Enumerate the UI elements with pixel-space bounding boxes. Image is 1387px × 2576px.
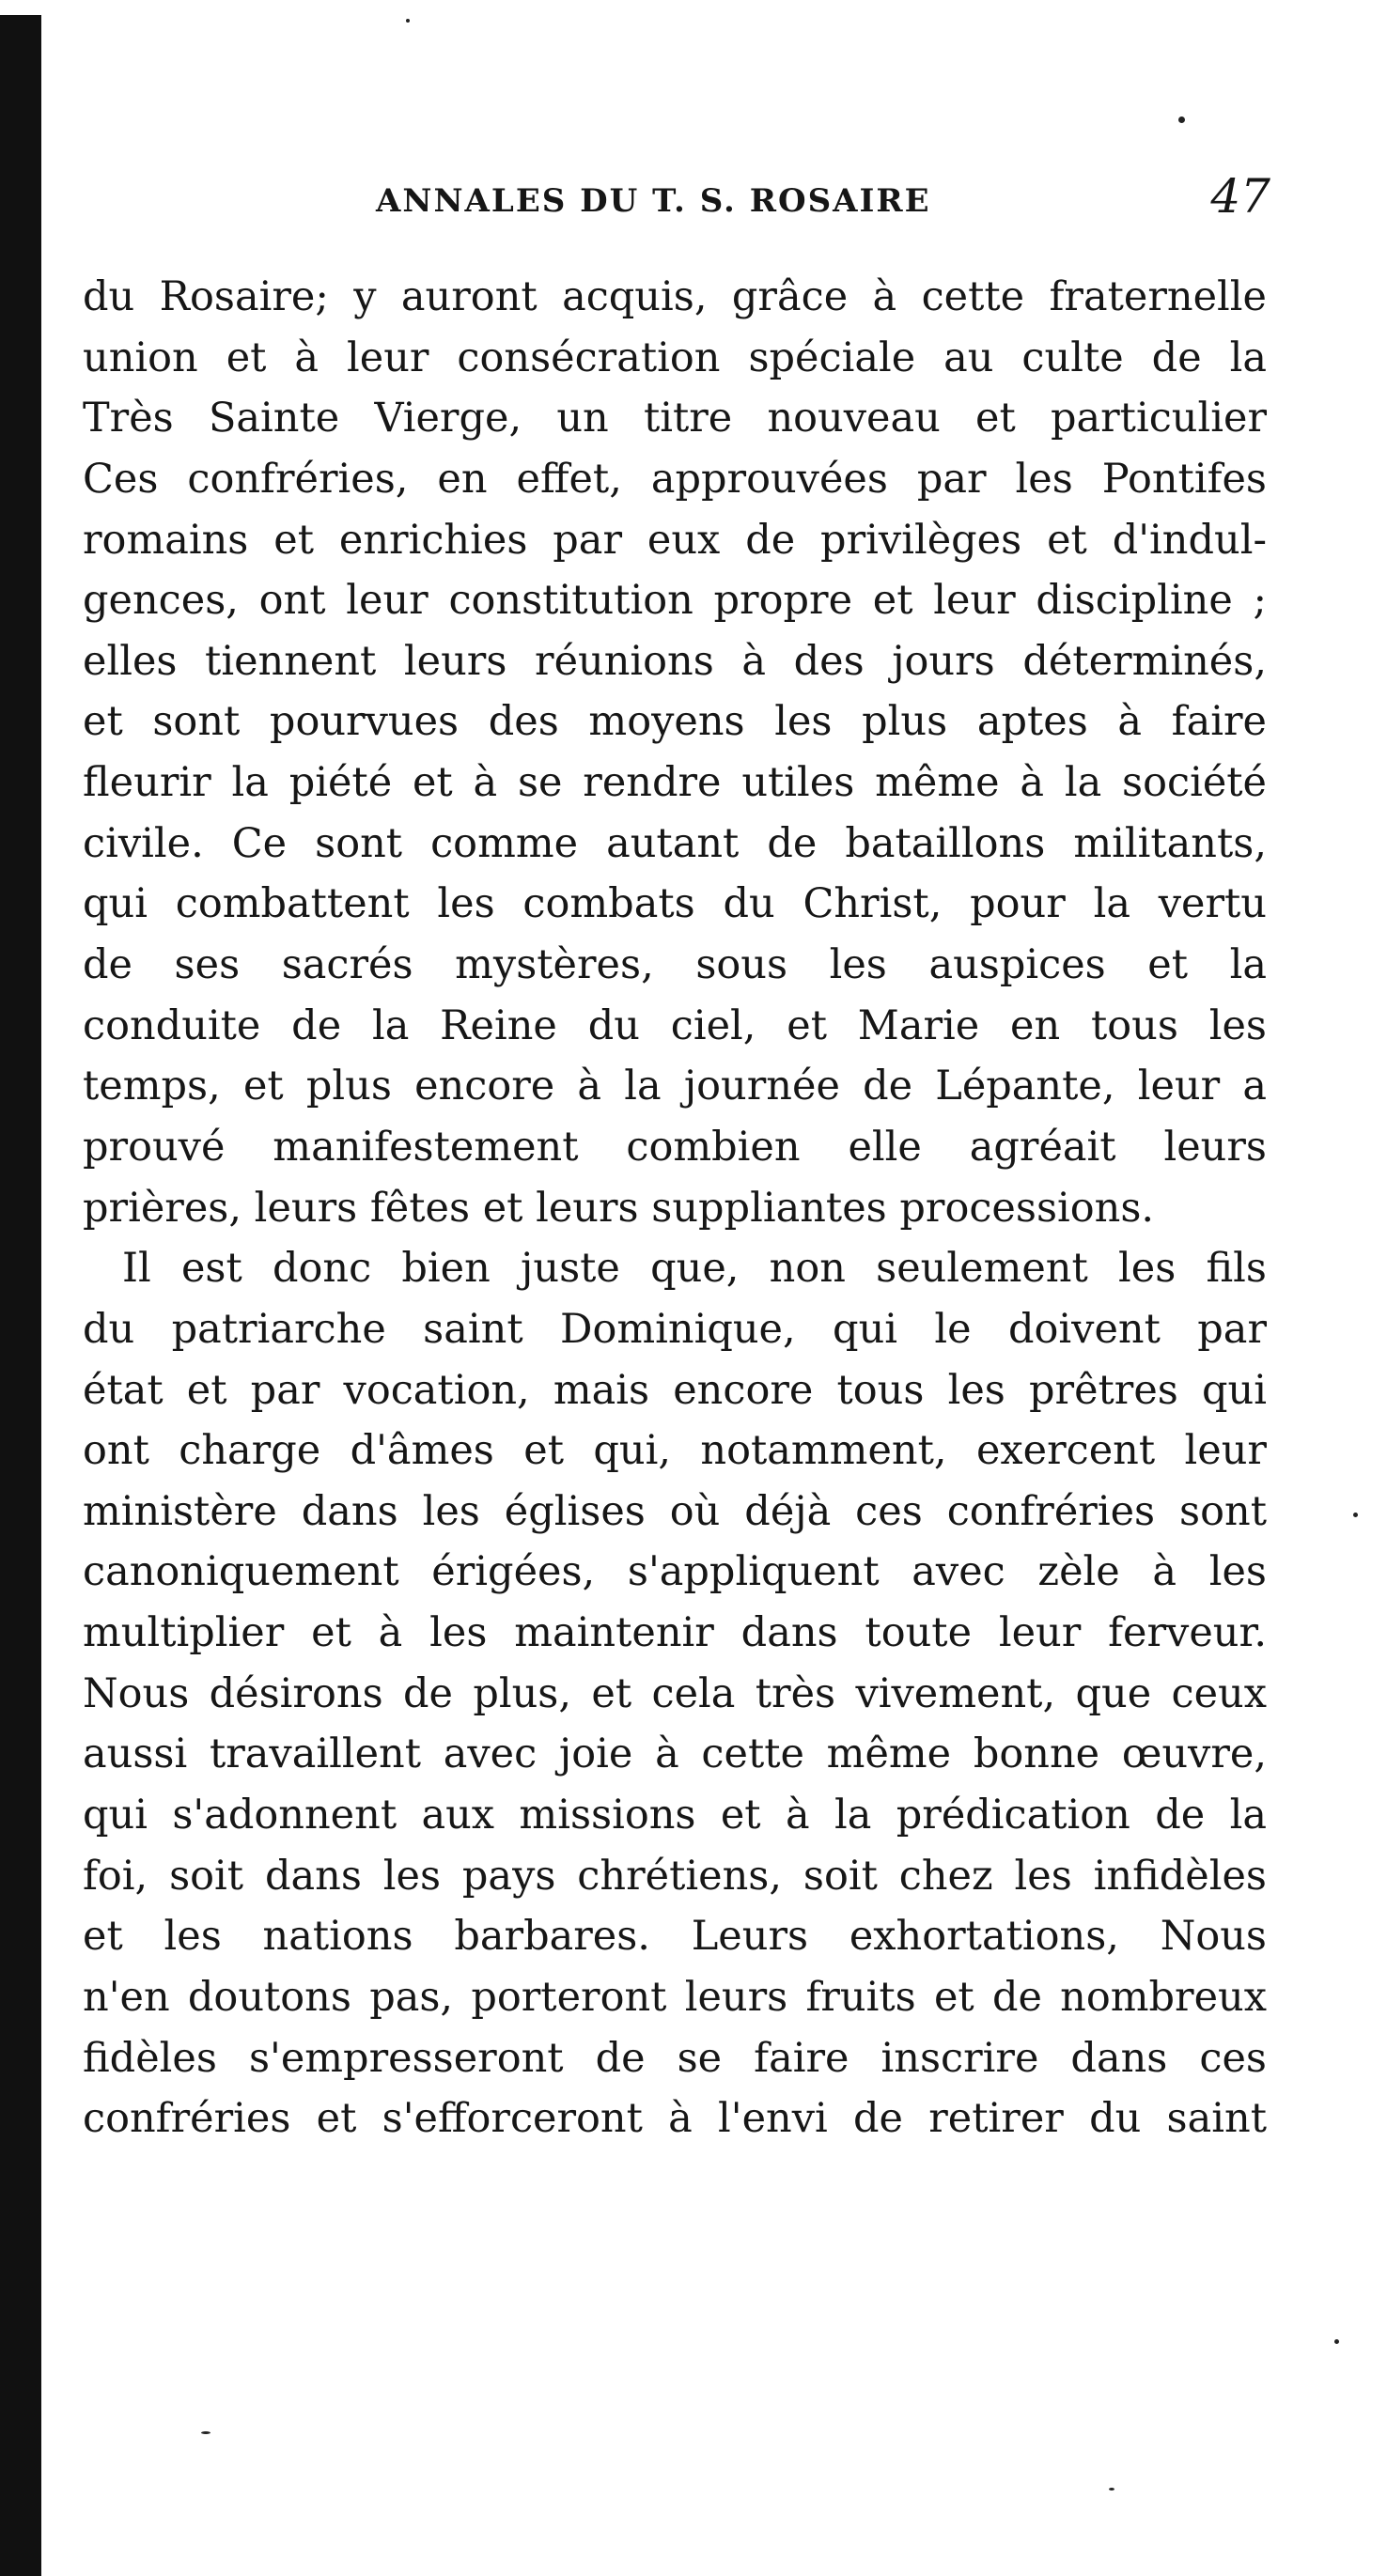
text-line: fidèles s'empresseront de se faire inscrire dans ces bbox=[83, 2034, 1267, 2082]
scan-speck bbox=[1353, 1513, 1358, 1517]
text-line: civile. Ce sont comme autant de bataillons militants, bbox=[83, 819, 1267, 867]
text-line: et les nations barbares. Leurs exhortations, Nous bbox=[83, 1913, 1267, 1961]
text-line: ministère dans les églises où déjà ces confréries sont bbox=[83, 1487, 1267, 1535]
text-line: du patriarche saint Dominique, qui le doivent par bbox=[83, 1305, 1267, 1353]
text-line: n'en doutons pas, porteront leurs fruits et de nombreux bbox=[83, 1973, 1267, 2021]
text-line: prouvé manifestement combien elle agréait leurs bbox=[83, 1123, 1267, 1171]
text-line: conduite de la Reine du ciel, et Marie en tous les bbox=[83, 1001, 1267, 1049]
text-line: gences, ont leur constitution propre et leur discipline ; bbox=[83, 577, 1267, 625]
page-number: 47 bbox=[1210, 169, 1270, 224]
text-line: de ses sacrés mystères, sous les auspices et la bbox=[83, 941, 1267, 989]
text-line: elles tiennent leurs réunions à des jours déterminés, bbox=[83, 637, 1267, 685]
scan-speck bbox=[1178, 116, 1185, 123]
text-line: temps, et plus encore à la journée de Lépante, leur a bbox=[83, 1063, 1267, 1110]
text-line: Très Sainte Vierge, un titre nouveau et particulier bbox=[83, 395, 1267, 442]
text-line: fleurir la piété et à se rendre utiles même à la société bbox=[83, 759, 1267, 807]
body-text bbox=[83, 267, 1267, 2149]
text-line: qui s'adonnent aux missions et à la prédication de la bbox=[83, 1792, 1267, 1839]
text-line: multiplier et à les maintenir dans toute leur ferveur. bbox=[83, 1609, 1267, 1657]
text-line: Ces confréries, en effet, approuvées par les Pontifes bbox=[83, 455, 1267, 503]
text-line: état et par vocation, mais encore tous les prêtres qui bbox=[83, 1366, 1267, 1414]
text-line: Nous désirons de plus, et cela très vivement, que ceux bbox=[83, 1669, 1267, 1717]
scan-speck bbox=[406, 19, 410, 23]
text-line: confréries et s'efforceront à l'envi de retirer du saint bbox=[83, 2095, 1267, 2143]
text-line: foi, soit dans les pays chrétiens, soit chez les infidèles bbox=[83, 1852, 1267, 1900]
text-line: qui combattent les combats du Christ, pour la vertu bbox=[83, 880, 1267, 928]
running-head-title: ANNALES DU T. S. ROSAIRE bbox=[376, 182, 931, 220]
text-line: canoniquement érigées, s'appliquent avec zèle à les bbox=[83, 1548, 1267, 1596]
text-line: ont charge d'âmes et qui, notamment, exercent leur bbox=[83, 1427, 1267, 1475]
scan-speck bbox=[1109, 2488, 1114, 2491]
text-line: union et à leur consécration spéciale au culte de la bbox=[83, 334, 1267, 381]
scan-speck bbox=[1334, 2339, 1339, 2344]
text-line: Il est donc bien juste que, non seulement les fils bbox=[122, 1245, 1267, 1293]
scan-edge-shadow bbox=[0, 15, 41, 2576]
scan-speck bbox=[201, 2431, 210, 2434]
text-line: prières, leurs fêtes et leurs suppliantes processions. bbox=[83, 1184, 1155, 1232]
running-head bbox=[83, 169, 1295, 229]
text-line: et sont pourvues des moyens les plus aptes à faire bbox=[83, 698, 1267, 746]
text-line: aussi travaillent avec joie à cette même bonne œuvre, bbox=[83, 1730, 1267, 1778]
text-line: romains et enrichies par eux de privilèges et d'indul- bbox=[83, 516, 1267, 564]
text-line: du Rosaire; y auront acquis, grâce à cette fraternelle bbox=[83, 273, 1267, 320]
